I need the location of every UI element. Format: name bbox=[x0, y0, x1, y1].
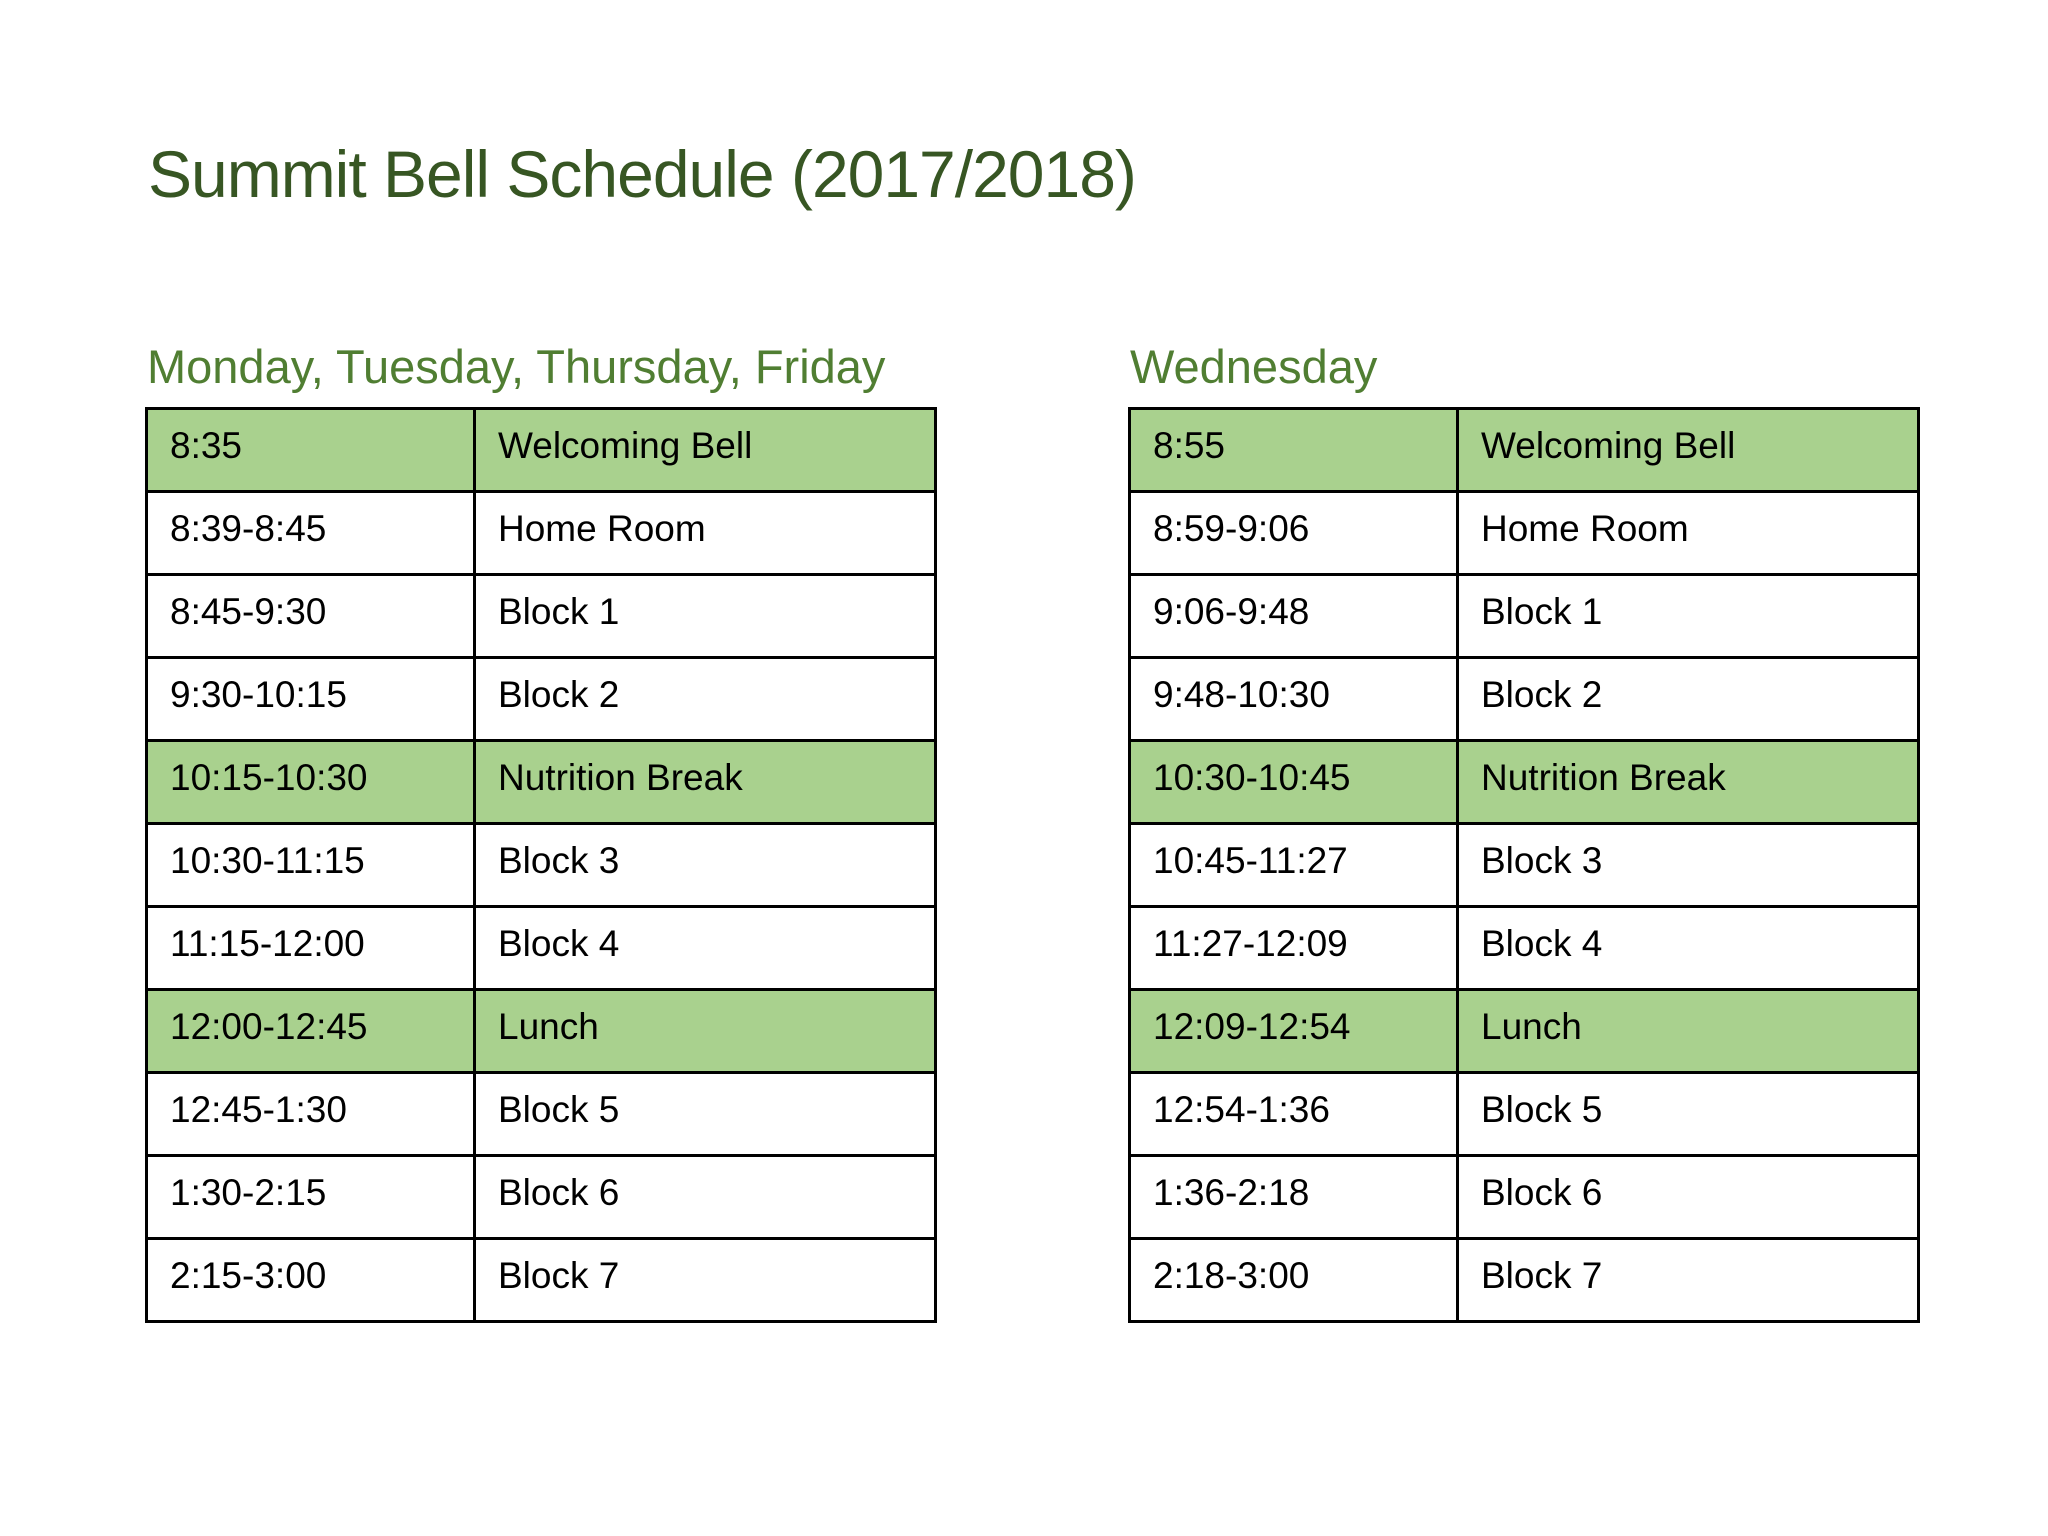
activity-cell: Block 6 bbox=[1458, 1155, 1919, 1238]
time-cell: 10:15-10:30 bbox=[147, 740, 475, 823]
activity-cell: Home Room bbox=[475, 491, 936, 574]
schedule-section-weekdays bbox=[145, 340, 937, 1323]
table-row bbox=[1130, 1072, 1919, 1155]
schedule-heading-weekdays: Monday, Tuesday, Thursday, Friday bbox=[147, 340, 886, 393]
activity-cell: Block 1 bbox=[1458, 574, 1919, 657]
time-cell: 11:27-12:09 bbox=[1130, 906, 1458, 989]
time-cell: 10:45-11:27 bbox=[1130, 823, 1458, 906]
activity-cell: Block 4 bbox=[475, 906, 936, 989]
activity-cell: Block 2 bbox=[1458, 657, 1919, 740]
activity-cell: Block 5 bbox=[475, 1072, 936, 1155]
activity-cell: Block 6 bbox=[475, 1155, 936, 1238]
table-row bbox=[147, 408, 936, 491]
time-cell: 8:55 bbox=[1130, 408, 1458, 491]
table-row bbox=[1130, 1238, 1919, 1321]
table-row bbox=[1130, 491, 1919, 574]
time-cell: 8:39-8:45 bbox=[147, 491, 475, 574]
table-row bbox=[1130, 1155, 1919, 1238]
table-row bbox=[1130, 408, 1919, 491]
activity-cell: Lunch bbox=[475, 989, 936, 1072]
activity-cell: Block 1 bbox=[475, 574, 936, 657]
schedule-table-wednesday bbox=[1128, 407, 1920, 1323]
activity-cell: Block 5 bbox=[1458, 1072, 1919, 1155]
activity-cell: Welcoming Bell bbox=[475, 408, 936, 491]
time-cell: 9:48-10:30 bbox=[1130, 657, 1458, 740]
time-cell: 9:06-9:48 bbox=[1130, 574, 1458, 657]
schedule-heading-wednesday: Wednesday bbox=[1130, 340, 1378, 393]
table-row bbox=[147, 740, 936, 823]
time-cell: 12:00-12:45 bbox=[147, 989, 475, 1072]
activity-cell: Nutrition Break bbox=[475, 740, 936, 823]
table-row bbox=[147, 906, 936, 989]
table-row bbox=[1130, 823, 1919, 906]
table-row bbox=[1130, 906, 1919, 989]
page-title: Summit Bell Schedule (2017/2018) bbox=[148, 137, 1136, 211]
activity-cell: Nutrition Break bbox=[1458, 740, 1919, 823]
time-cell: 8:45-9:30 bbox=[147, 574, 475, 657]
time-cell: 12:54-1:36 bbox=[1130, 1072, 1458, 1155]
activity-cell: Welcoming Bell bbox=[1458, 408, 1919, 491]
time-cell: 11:15-12:00 bbox=[147, 906, 475, 989]
table-row bbox=[147, 989, 936, 1072]
time-cell: 12:09-12:54 bbox=[1130, 989, 1458, 1072]
time-cell: 2:18-3:00 bbox=[1130, 1238, 1458, 1321]
schedule-section-wednesday bbox=[1128, 340, 1920, 1323]
schedule-table-weekdays bbox=[145, 407, 937, 1323]
table-row bbox=[147, 574, 936, 657]
time-cell: 8:35 bbox=[147, 408, 475, 491]
table-row bbox=[1130, 574, 1919, 657]
table-row bbox=[147, 1072, 936, 1155]
activity-cell: Block 7 bbox=[1458, 1238, 1919, 1321]
time-cell: 1:36-2:18 bbox=[1130, 1155, 1458, 1238]
activity-cell: Home Room bbox=[1458, 491, 1919, 574]
time-cell: 10:30-10:45 bbox=[1130, 740, 1458, 823]
time-cell: 2:15-3:00 bbox=[147, 1238, 475, 1321]
table-row bbox=[147, 823, 936, 906]
activity-cell: Lunch bbox=[1458, 989, 1919, 1072]
table-row bbox=[1130, 657, 1919, 740]
table-row bbox=[147, 657, 936, 740]
table-row bbox=[147, 491, 936, 574]
time-cell: 8:59-9:06 bbox=[1130, 491, 1458, 574]
activity-cell: Block 4 bbox=[1458, 906, 1919, 989]
time-cell: 10:30-11:15 bbox=[147, 823, 475, 906]
time-cell: 12:45-1:30 bbox=[147, 1072, 475, 1155]
activity-cell: Block 3 bbox=[475, 823, 936, 906]
activity-cell: Block 7 bbox=[475, 1238, 936, 1321]
time-cell: 1:30-2:15 bbox=[147, 1155, 475, 1238]
activity-cell: Block 3 bbox=[1458, 823, 1919, 906]
table-row bbox=[147, 1155, 936, 1238]
table-row bbox=[1130, 740, 1919, 823]
table-row bbox=[147, 1238, 936, 1321]
time-cell: 9:30-10:15 bbox=[147, 657, 475, 740]
activity-cell: Block 2 bbox=[475, 657, 936, 740]
table-row bbox=[1130, 989, 1919, 1072]
